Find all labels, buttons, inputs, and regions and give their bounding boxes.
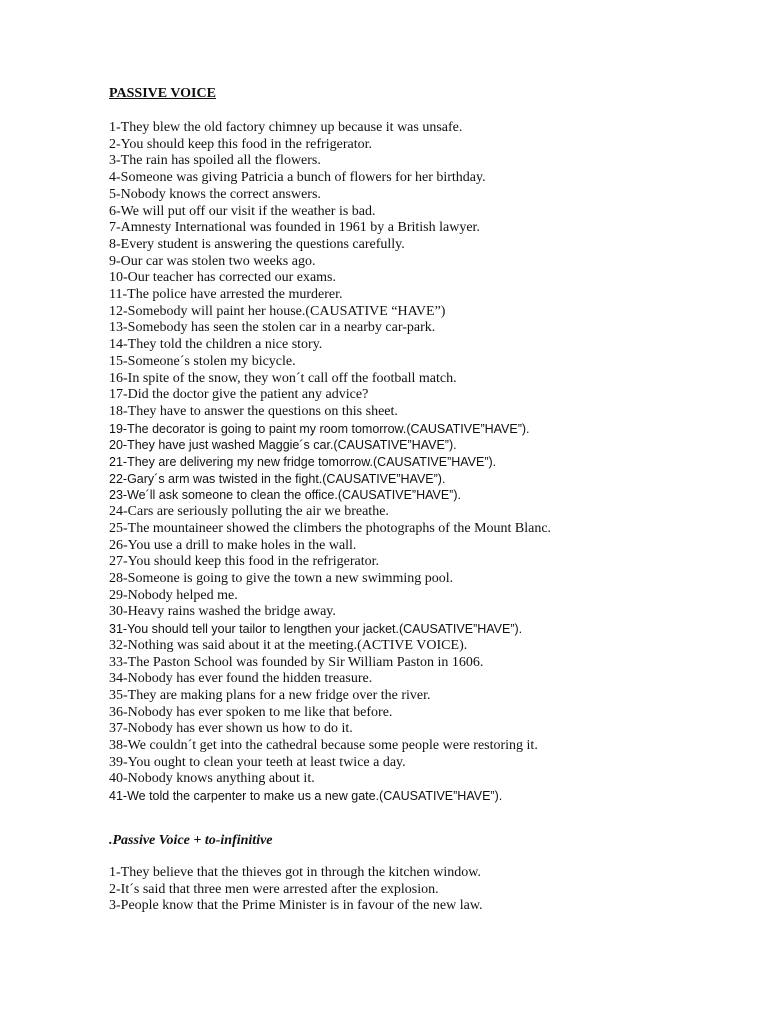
exercise-item-1: 1-They blew the old factory chimney up because it was unsafe. — [109, 120, 463, 135]
exercise-item-16: 16-In spite of the snow, they won´t call off the football match. — [109, 370, 457, 386]
exercise-item-12: 12-Somebody will paint her house.(CAUSATIVE “HAVE”) — [109, 303, 446, 319]
exercise-item-20: 20-They have just washed Maggie´s car.(CAUSATIVE”HAVE”). — [109, 438, 457, 453]
exercise-item-39: 39-You ought to clean your teeth at least twice a day. — [109, 754, 406, 770]
exercise-item-32: 32-Nothing was said about it at the meeting.(ACTIVE VOICE). — [109, 637, 468, 653]
exercise-item-19: 19-The decorator is going to paint my room tomorrow.(CAUSATIVE”HAVE”). — [109, 421, 530, 436]
section-heading: .Passive Voice + to-infinitive — [109, 832, 273, 848]
exercise-item-28: 28-Someone is going to give the town a new swimming pool. — [109, 570, 454, 586]
exercise-item-14: 14-They told the children a nice story. — [109, 337, 323, 353]
exercise-item-26: 26-You use a drill to make holes in the wall. — [109, 537, 357, 553]
exercise-item-25: 25-The mountaineer showed the climbers the photographs of the Mount Blanc. — [109, 520, 552, 536]
exercise-item-35: 35-They are making plans for a new fridge over the river. — [109, 687, 431, 703]
exercise-item-38: 38-We couldn´t get into the cathedral because some people were restoring it. — [109, 738, 538, 754]
exercise-list — [109, 120, 729, 805]
exercise-item-21: 21-They are delivering my new fridge tomorrow.(CAUSATIVE”HAVE”). — [109, 455, 497, 470]
infinitive-item-1: 1-They believe that the thieves got in through the kitchen window. — [109, 864, 481, 880]
exercise-item-13: 13-Somebody has seen the stolen car in a nearby car-park. — [109, 320, 436, 336]
exercise-item-9: 9-Our car was stolen two weeks ago. — [109, 253, 316, 269]
document-page — [109, 84, 729, 915]
exercise-item-3: 3-The rain has spoiled all the flowers. — [109, 153, 321, 169]
exercise-item-24: 24-Cars are seriously polluting the air we breathe. — [109, 504, 389, 520]
page-title: PASSIVE VOICE — [109, 86, 216, 101]
exercise-item-41: 41-We told the carpenter to make us a new gate.(CAUSATIVE”HAVE”). — [109, 789, 503, 804]
exercise-item-18: 18-They have to answer the questions on this sheet. — [109, 403, 398, 419]
exercise-item-10: 10-Our teacher has corrected our exams. — [109, 270, 337, 286]
exercise-item-31: 31-You should tell your tailor to lengthen your jacket.(CAUSATIVE”HAVE”). — [109, 622, 523, 637]
exercise-item-17: 17-Did the doctor give the patient any advice? — [109, 387, 369, 403]
exercise-item-5: 5-Nobody knows the correct answers. — [109, 186, 321, 202]
exercise-item-8: 8-Every student is answering the questions carefully. — [109, 236, 405, 252]
exercise-item-36: 36-Nobody has ever spoken to me like that before. — [109, 704, 393, 720]
exercise-item-4: 4-Someone was giving Patricia a bunch of flowers for her birthday. — [109, 170, 486, 186]
exercise-item-27: 27-You should keep this food in the refrigerator. — [109, 554, 379, 570]
exercise-item-40: 40-Nobody knows anything about it. — [109, 771, 315, 787]
exercise-item-30: 30-Heavy rains washed the bridge away. — [109, 604, 336, 620]
infinitive-item-3: 3-People know that the Prime Minister is in favour of the new law. — [109, 898, 483, 914]
exercise-item-33: 33-The Paston School was founded by Sir William Paston in 1606. — [109, 654, 484, 670]
infinitive-section — [109, 831, 729, 915]
exercise-item-2: 2-You should keep this food in the refrigerator. — [109, 136, 372, 152]
exercise-item-23: 23-We´ll ask someone to clean the office.(CAUSATIVE”HAVE”). — [109, 488, 461, 503]
exercise-item-34: 34-Nobody has ever found the hidden treasure. — [109, 671, 373, 687]
exercise-item-15: 15-Someone´s stolen my bicycle. — [109, 353, 296, 369]
exercise-item-7: 7-Amnesty International was founded in 1961 by a British lawyer. — [109, 220, 480, 236]
exercise-item-22: 22-Gary´s arm was twisted in the fight.(CAUSATIVE”HAVE”). — [109, 471, 446, 486]
exercise-item-11: 11-The police have arrested the murderer. — [109, 287, 343, 303]
infinitive-exercise-list — [109, 865, 729, 915]
infinitive-item-2: 2-It´s said that three men were arrested after the explosion. — [109, 881, 439, 897]
exercise-item-6: 6-We will put off our visit if the weather is bad. — [109, 203, 376, 219]
exercise-item-29: 29-Nobody helped me. — [109, 587, 238, 603]
exercise-item-37: 37-Nobody has ever shown us how to do it. — [109, 721, 353, 737]
